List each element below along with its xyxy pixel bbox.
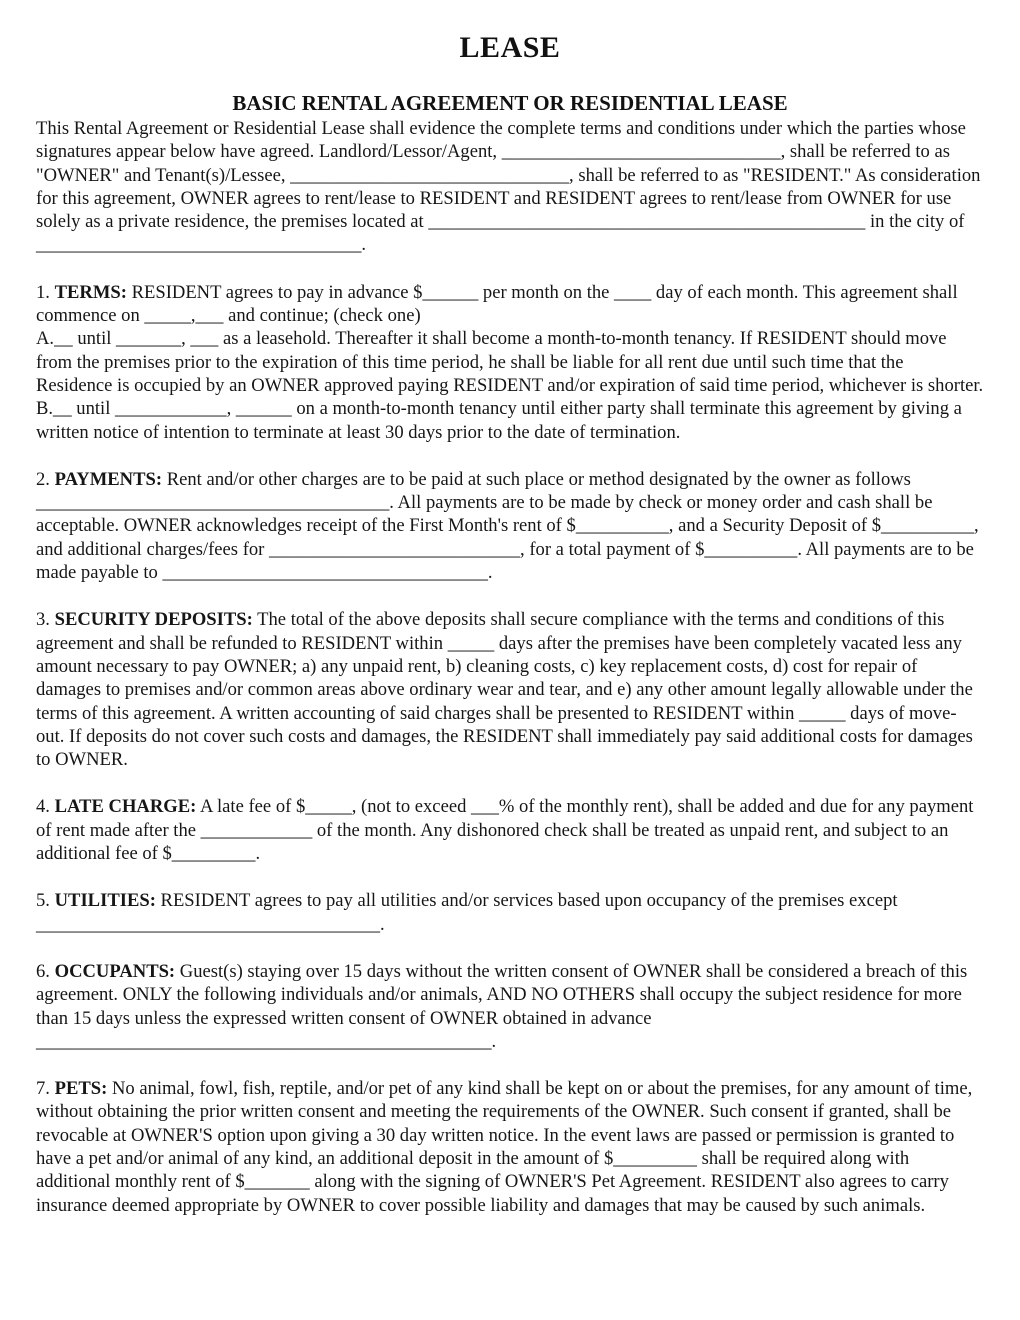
section-heading: TERMS: xyxy=(54,281,127,303)
section-number: 3. xyxy=(36,609,50,631)
section-body-text: A late fee of $_____, (not to exceed ___% of the monthly rent), shall be added and due for any payment of rent made after the ____________ of the month. Any dishonored check shall be treated as unpaid rent, and subject to an additional fee of $_________. xyxy=(36,796,974,865)
section-occupants-main xyxy=(36,960,984,1053)
section-number: 7. xyxy=(36,1078,50,1100)
section-terms xyxy=(36,281,984,444)
section-number: 6. xyxy=(36,960,50,982)
section-body-text: RESIDENT agrees to pay in advance $______ per month on the ____ day of each month. This agreement shall commence on _____,___ and continue; (check one) xyxy=(36,281,958,327)
section-terms-main xyxy=(36,281,984,328)
section-body-text: Guest(s) staying over 15 days without the written consent of OWNER shall be considered a breach of this agreement. ONLY the following individuals and/or animals, AND NO OTHERS shall occupy the subject residence for more than 15 days unless the expressed written consent of OWNER obtained in advance _________________________________________________. xyxy=(36,960,968,1052)
section-body-text: The total of the above deposits shall secure compliance with the terms and conditions of this agreement and shall be refunded to RESIDENT within _____ days after the premises have been completely vacated less any amount necessary to pay OWNER; a) any unpaid rent, b) cleaning costs, c) key replacement costs, d) cost for repair of damages to premises and/or common areas above ordinary wear and tear, and e) any other amount legally allowable under the terms of this agreement. A written accounting of said charges shall be presented to RESIDENT within _____ days of move-out. If deposits do not cover such costs and damages, the RESIDENT shall immediately pay said additional costs for damages to OWNER. xyxy=(36,609,973,771)
section-payments xyxy=(36,468,984,584)
section-security-deposits-main xyxy=(36,608,984,771)
intro-paragraph: This Rental Agreement or Residential Lease shall evidence the complete terms and conditions under which the parties whose signatures appear below have agreed. Landlord/Lessor/Agent, ______________________________, shall be referred to as "OWNER" and Tenant(s)/Lessee, ______________________________, shall be referred to as "RESIDENT." As consideration for this agreement, OWNER agrees to rent/lease to RESIDENT and RESIDENT agrees to rent/lease from OWNER for use solely as a private residence, the premises located at _______________________________________________ in the city of ___________________________________. xyxy=(36,118,981,256)
section-heading: UTILITIES: xyxy=(54,890,156,912)
section-pets-main xyxy=(36,1077,984,1217)
document-title: LEASE xyxy=(459,31,561,64)
section-number: 4. xyxy=(36,796,50,818)
section-late-charge-main xyxy=(36,795,984,865)
section-body-text: RESIDENT agrees to pay all utilities and/or services based upon occupancy of the premises except _____________________________________. xyxy=(36,890,898,935)
section-heading: OCCUPANTS: xyxy=(54,960,176,982)
section-late-charge xyxy=(36,795,984,865)
section-heading: PETS: xyxy=(54,1078,108,1100)
section-utilities xyxy=(36,889,984,936)
section-pets xyxy=(36,1077,984,1217)
section-heading: PAYMENTS: xyxy=(54,468,163,490)
section-security-deposits xyxy=(36,608,984,771)
section-heading: LATE CHARGE: xyxy=(54,796,197,818)
section-payments-main xyxy=(36,468,984,584)
section-body-text: Rent and/or other charges are to be paid at such place or method designated by the owner as follows ______________________________________. All payments are to be made by check or money order and cash shall be acceptable. OWNER acknowledges receipt of the First Month's rent of $__________, and a Security Deposit of $__________, and additional charges/fees for ___________________________, for a total payment of $__________. All payments are to be made payable to ___________________________________. xyxy=(36,468,979,584)
section-number: 5. xyxy=(36,890,50,912)
section-body-text: No animal, fowl, fish, reptile, and/or pet of any kind shall be kept on or about the premises, for any amount of time, without obtaining the prior written consent and meeting the requirements of the OWNER. Such consent if granted, shall be revocable at OWNER'S option upon giving a 30 day written notice. In the event laws are passed or permission is granted to have a pet and/or animal of any kind, an additional deposit in the amount of $_________ shall be required along with additional monthly rent of $_______ along with the signing of OWNER'S Pet Agreement. RESIDENT also agrees to carry insurance deemed appropriate by OWNER to cover possible liability and damages that may be caused by such animals. xyxy=(36,1078,973,1216)
document-subtitle: BASIC RENTAL AGREEMENT OR RESIDENTIAL LEASE xyxy=(232,91,788,115)
section-terms-clause-b: B.__ until ____________, ______ on a month-to-month tenancy until either party shall terminate this agreement by giving a written notice of intention to terminate at least 30 days prior to the date of termination. xyxy=(36,398,962,443)
section-number: 1. xyxy=(36,281,50,303)
section-utilities-main xyxy=(36,889,984,936)
section-occupants xyxy=(36,960,984,1053)
section-terms-clause-a: A.__ until _______, ___ as a leasehold. Thereafter it shall become a month-to-month tenancy. If RESIDENT should move from the premises prior to the expiration of this time period, he shall be liable for all rent due until such time that the Residence is occupied by an OWNER approved paying RESIDENT and/or expiration of said time period, whichever is shorter. xyxy=(36,328,984,396)
section-number: 2. xyxy=(36,468,50,490)
section-heading: SECURITY DEPOSITS: xyxy=(54,609,253,631)
